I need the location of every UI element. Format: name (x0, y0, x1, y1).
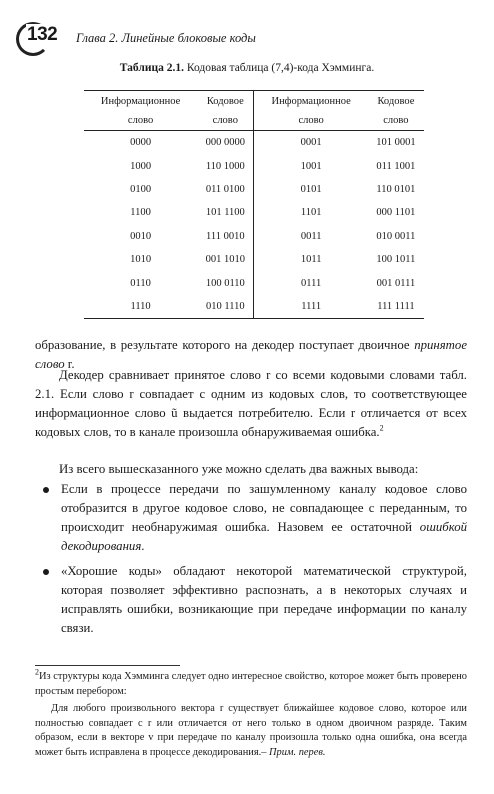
info-word: 1011 (254, 248, 368, 271)
info-word: 1000 (130, 160, 152, 172)
info-word: 0000 (130, 137, 152, 149)
info-word: 1101 (254, 201, 368, 224)
header-code-2: Кодовое (368, 91, 424, 111)
code-word: 110 0101 (376, 183, 416, 195)
table-row (84, 271, 424, 294)
bullet-icon (43, 487, 49, 493)
conclusions-list (35, 480, 467, 644)
info-word: 1110 (84, 295, 197, 319)
footnote-ref: 2 (379, 423, 384, 433)
table-caption-label: Таблица 2.1. (119, 62, 184, 74)
paragraph-1-end: r. (64, 357, 75, 371)
footnote-2-text: Для любого произвольного вектора r существует ближайшее кодовое слово, которое или полностью совпадает с r или отличается от него только в одном двоичном разряде. Таким образом, если в векторе v при передаче по каналу произошла только одна ошибка, она всегда может быть исправлена в процессе декодирования.– (35, 703, 467, 758)
paragraph-2-text: Декодер сравнивает принятое слово r со всеми кодовыми словами табл. 2.1. Если слово r совпадает с одним из кодовых слов, то соответствующее информационное слово ũ выдается потребителю. Если r отличается от всех кодовых слов, то в канале произошла обнаруживаемая ошибка. (35, 368, 467, 439)
paragraph-2 (35, 366, 467, 442)
table-row (84, 131, 424, 155)
info-word: 0110 (130, 277, 151, 289)
list-item (35, 562, 467, 638)
header-info-2: Информационное (254, 91, 368, 111)
header-code-1-sub: слово (197, 110, 254, 131)
info-word: 1010 (130, 254, 152, 266)
info-word: 0101 (254, 178, 368, 201)
list-item (35, 480, 467, 556)
bullet-1-text: Если в процессе передачи по зашумленному каналу кодовое слово отобразится в другое кодовое слово, не совпадающее с переданным, то происходит необнаружимая ошибка. Назовем ее остаточной (61, 482, 467, 534)
info-word: 1111 (254, 295, 368, 319)
header-info-1-sub: слово (84, 110, 197, 131)
bullet-icon (43, 569, 49, 575)
footnote-1-text: Из структуры кода Хэмминга следует одно интересное свойство, которое может быть проверено простым перебором: (35, 671, 467, 697)
code-word: 000 0000 (205, 137, 245, 149)
received-word-term: принятое слово (35, 338, 467, 371)
header-code-1: Кодовое (197, 91, 254, 111)
info-word: 0011 (254, 225, 368, 248)
table-caption-text: Кодовая таблица (7,4)-кода Хэмминга. (186, 62, 375, 74)
residual-error-term: ошибкой декодирования (61, 520, 467, 553)
table-caption (0, 62, 494, 74)
header-code-2-sub: слово (368, 110, 424, 131)
code-word: 100 1011 (376, 254, 416, 266)
header-info-2-sub: слово (254, 110, 368, 131)
code-word: 110 1000 (205, 160, 245, 172)
table-row (84, 225, 424, 248)
table-row (84, 178, 424, 201)
code-word: 001 0111 (376, 277, 416, 289)
footnote-marker: 2 (35, 667, 39, 677)
info-word: 0100 (130, 183, 152, 195)
code-word: 011 1001 (376, 160, 416, 172)
code-word: 010 1110 (197, 295, 254, 319)
translator-note: Прим. перев. (269, 746, 326, 758)
footnote-1 (35, 667, 467, 699)
table-row (84, 201, 424, 224)
code-word: 010 0011 (376, 230, 416, 242)
chapter-title: Глава 2. Линейные блоковые коды (76, 31, 256, 45)
code-word: 111 1111 (368, 295, 424, 319)
info-word: 0010 (130, 230, 152, 242)
info-word: 0111 (254, 271, 368, 294)
footnote-2 (35, 702, 467, 760)
code-word: 100 0110 (205, 277, 245, 289)
info-word: 1100 (130, 207, 151, 219)
bullet-1-end: . (141, 539, 145, 553)
info-word: 0001 (254, 131, 368, 155)
paragraph-1-text: образование, в результате которого на декодер поступает двоичное (35, 338, 415, 352)
code-word: 000 1101 (376, 207, 416, 219)
code-word: 101 1100 (205, 207, 245, 219)
code-word: 001 1010 (205, 254, 245, 266)
code-word: 011 0100 (205, 183, 245, 195)
table-row (84, 248, 424, 271)
code-word: 101 0001 (376, 137, 416, 149)
table-row (84, 154, 424, 177)
hamming-code-table (84, 90, 424, 319)
footnote-divider (35, 665, 180, 666)
bullet-2-text: «Хорошие коды» обладают некоторой математической структурой, которая позволяет эффективно распознать, а в некоторых случаях и исправлять ошибки, возникающие при передаче информации по каналу связи. (61, 564, 467, 635)
header-info-1: Информационное (84, 91, 197, 111)
code-word: 111 0010 (206, 230, 245, 242)
paragraph-3: Из всего вышесказанного уже можно сделать два важных вывода: (59, 462, 419, 476)
table-row (84, 295, 424, 319)
page-header (16, 20, 476, 56)
page-number: 132 (27, 24, 58, 45)
info-word: 1001 (254, 154, 368, 177)
